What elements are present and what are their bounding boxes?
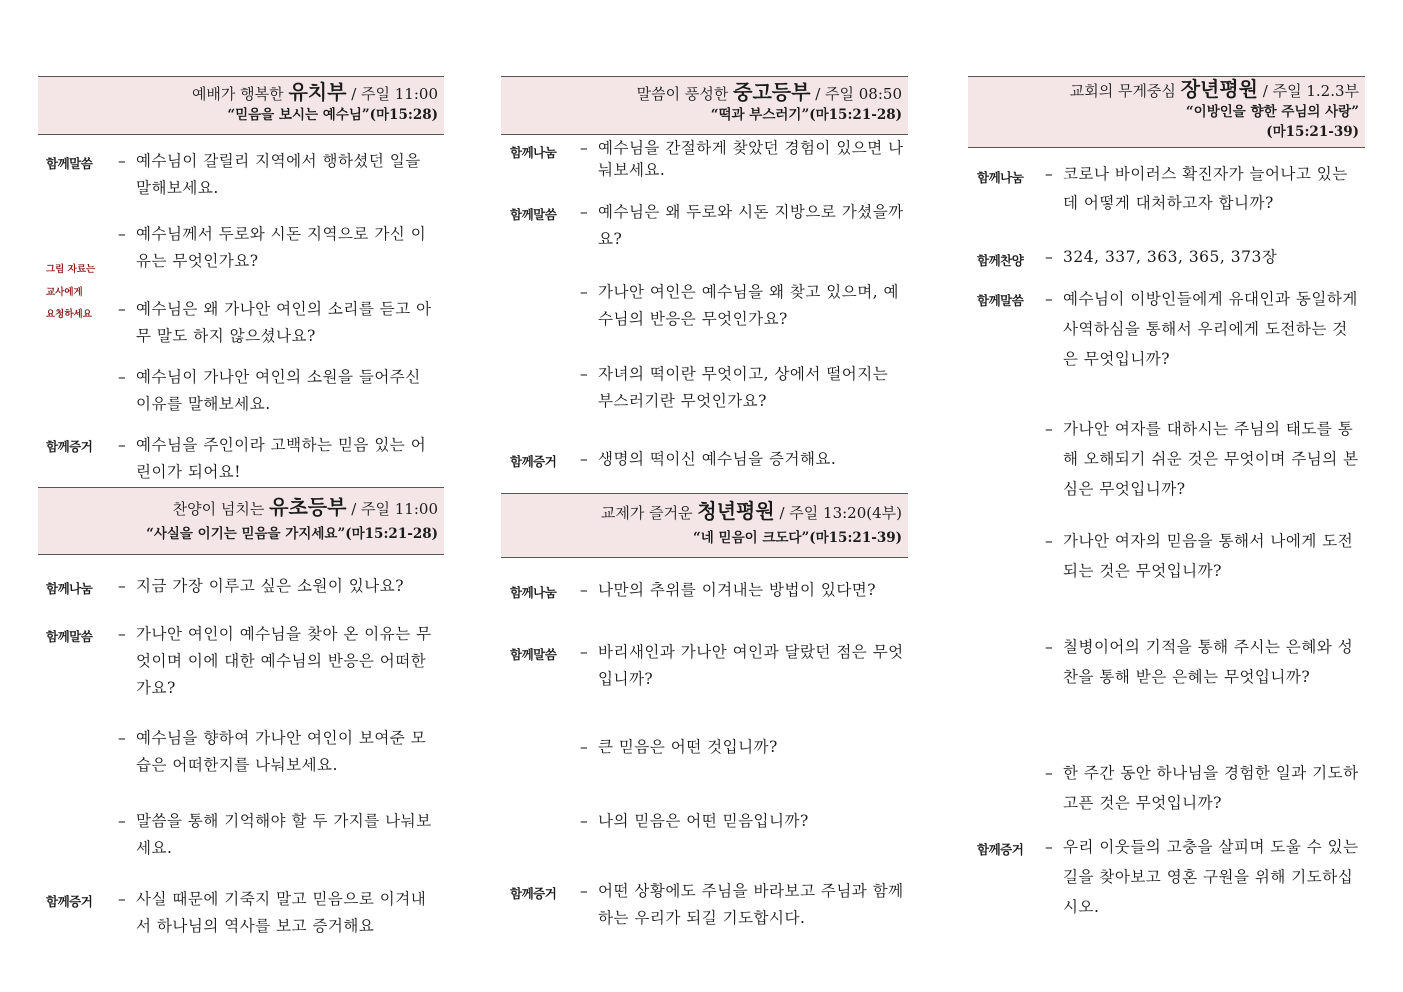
section-header-kindergarten [38, 76, 444, 135]
label-share: 함께나눔 [46, 581, 93, 596]
label-witness: 함께증거 [46, 439, 93, 454]
note-line: 요청하세요 [46, 309, 92, 320]
label-word: 함께말씀 [46, 156, 93, 171]
list-item: – 큰 믿음은 어떤 것입니까? [580, 738, 778, 756]
list-item: – 예수님이 갈릴리 지역에서 행하셨던 일을 말해보세요. [118, 152, 421, 197]
label-witness: 함께증거 [977, 842, 1024, 857]
list-item: – 한 주간 동안 하나님을 경험한 일과 기도하고픈 것은 무엇입니까? [1045, 764, 1359, 812]
list-item: – 예수님은 왜 가나안 여인의 소리를 듣고 아무 말도 하지 않으셨나요? [118, 300, 432, 345]
list-item: – 예수님을 향하여 가나안 여인이 보여준 모습은 어떠한지를 나눠보세요. [118, 729, 427, 774]
list-item: – 가나안 여인이 예수님을 찾아 온 이유는 무엇이며 이에 대한 예수님의 반응은 어떠한가요? [118, 625, 432, 697]
header-prefix: 찬양이 넘치는 [172, 500, 265, 518]
header-prefix: 교회의 무게중심 [1069, 82, 1176, 100]
list-item: – 예수님께서 두로와 시돈 지역으로 가신 이유는 무엇인가요? [118, 225, 427, 270]
list-item: – 가나안 여자를 대하시는 주님의 태도를 통해 오해되기 쉬운 것은 무엇이며 주님의 본심은 무엇입니까? [1045, 420, 1359, 498]
note-line: 교사에게 [46, 287, 83, 298]
list-item: – 사실 때문에 기죽지 말고 믿음으로 이겨내서 하나님의 역사를 보고 증거해요 [118, 890, 427, 935]
list-item: – 예수님을 간절하게 찾았던 경험이 있으면 나눠보세요. [580, 139, 904, 179]
label-word: 함께말씀 [510, 207, 557, 222]
label-witness: 함께증거 [510, 454, 557, 469]
sermon-verse: “믿음을 보시는 예수님”(마15:28) [227, 107, 438, 123]
section-header-adults [968, 76, 1365, 148]
list-item: – 가나안 여자의 믿음을 통해서 나에게 도전되는 것은 무엇입니까? [1045, 532, 1354, 580]
list-item: – 가나안 여인은 예수님을 왜 찾고 있으며, 예수님의 반응은 무엇인가요? [580, 283, 900, 328]
list-item: – 예수님을 주인이라 고백하는 믿음 있는 어린이가 되어요! [118, 436, 427, 481]
service-time: / 주일 11:00 [351, 500, 438, 518]
list-item: – 324, 337, 363, 365, 373장 [1045, 248, 1278, 266]
list-item: – 지금 가장 이루고 싶은 소원이 있나요? [118, 577, 405, 595]
label-witness: 함께증거 [510, 886, 557, 901]
label-share: 함께나눔 [977, 170, 1024, 185]
service-time: / 주일 11:00 [351, 85, 438, 103]
list-item: – 예수님이 이방인들에게 유대인과 동일하게 사역하심을 통해서 우리에게 도전하는 것은 무엇입니까? [1045, 290, 1358, 368]
list-item: – 생명의 떡이신 예수님을 증거해요. [580, 450, 837, 468]
sermon-verse: “사실을 이기는 믿음을 가지세요”(마15:21-28) [146, 526, 438, 542]
dept-title: 유치부 [288, 80, 347, 104]
list-item: – 나만의 추위를 이겨내는 방법이 있다면? [580, 581, 877, 599]
service-time: / 주일 08:50 [815, 85, 902, 103]
dept-title: 유초등부 [269, 495, 347, 519]
list-item: – 나의 믿음은 어떤 믿음입니까? [580, 812, 809, 830]
label-praise: 함께찬양 [977, 253, 1024, 268]
sermon-verse: “떡과 부스러기”(마15:21-28) [710, 107, 902, 123]
dept-title: 청년평원 [697, 499, 775, 523]
note-line: 그림 자료는 [46, 264, 96, 275]
dept-title: 장년평원 [1180, 77, 1258, 101]
list-item: – 자녀의 떡이란 무엇이고, 상에서 떨어지는 부스러기란 무엇인가요? [580, 365, 889, 410]
service-time: / 주일 13:20(4부) [779, 504, 902, 522]
list-item: – 어떤 상황에도 주님을 바라보고 주님과 함께 하는 우리가 되길 기도합시다. [580, 882, 904, 927]
section-header-youth [501, 76, 908, 135]
label-share: 함께나눔 [510, 145, 557, 160]
list-item: – 예수님은 왜 두로와 시돈 지방으로 가셨을까요? [580, 203, 904, 248]
sermon-verse-ref: (마15:21-39) [1266, 124, 1359, 140]
list-item: – 우리 이웃들의 고충을 살피며 도울 수 있는 길을 찾아보고 영혼 구원을 위해 기도하십시오. [1045, 838, 1359, 916]
label-word: 함께말씀 [510, 647, 557, 662]
header-prefix: 말씀이 풍성한 [636, 85, 729, 103]
header-prefix: 예배가 행복한 [191, 85, 284, 103]
label-witness: 함께증거 [46, 894, 93, 909]
list-item: – 바리새인과 가나안 여인과 달랐던 점은 무엇입니까? [580, 643, 904, 688]
sermon-verse: “이방인을 향한 주님의 사랑” [1185, 104, 1359, 120]
list-item: – 코로나 바이러스 확진자가 늘어나고 있는데 어떻게 대처하고자 합니까? [1045, 165, 1348, 212]
list-item: – 말씀을 통해 기억해야 할 두 가지를 나눠보세요. [118, 812, 432, 857]
service-time: / 주일 1.2.3부 [1262, 82, 1359, 100]
sermon-verse: “네 믿음이 크도다”(마15:21-39) [693, 530, 902, 546]
list-item: – 칠병이어의 기적을 통해 주시는 은혜와 성찬을 통해 받은 은혜는 무엇입니까? [1045, 638, 1354, 686]
list-item: – 예수님이 가나안 여인의 소원을 들어주신 이유를 말해보세요. [118, 368, 421, 413]
label-word: 함께말씀 [46, 629, 93, 644]
section-header-young-adults [501, 493, 908, 558]
dept-title: 중고등부 [733, 80, 811, 104]
label-share: 함께나눔 [510, 585, 557, 600]
header-prefix: 교제가 즐거운 [600, 504, 693, 522]
label-word: 함께말씀 [977, 293, 1024, 308]
section-header-elementary [38, 487, 444, 555]
